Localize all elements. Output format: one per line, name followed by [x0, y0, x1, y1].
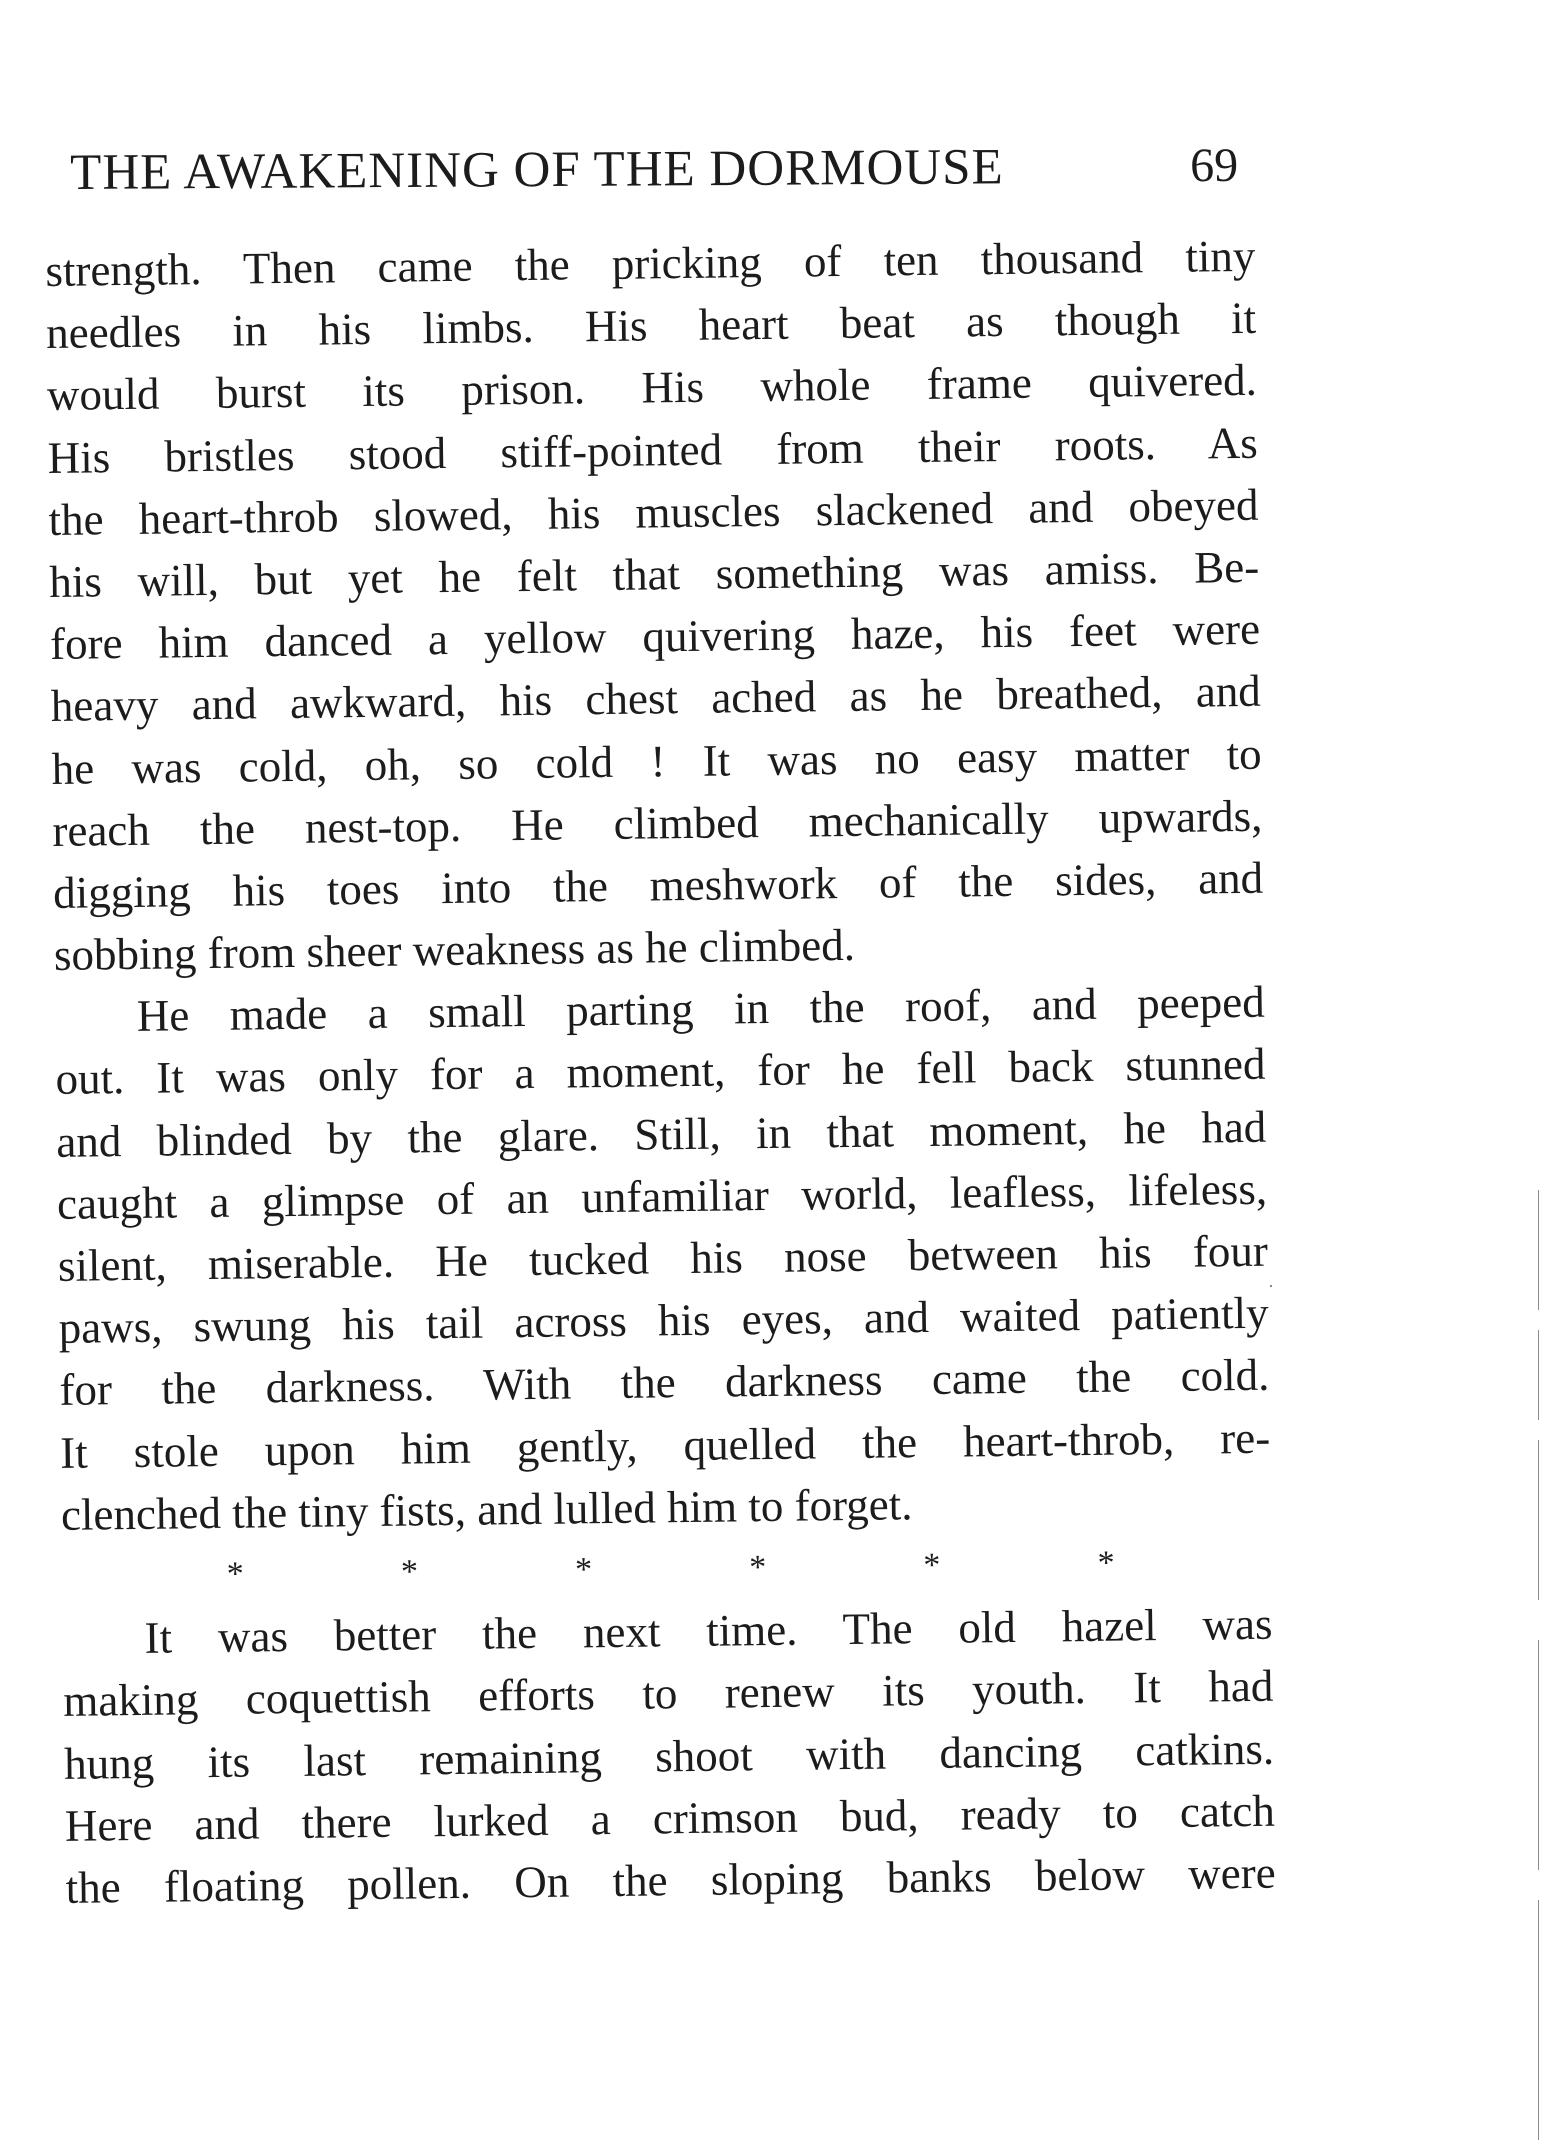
body-text: [45, 225, 1276, 1919]
text-line: silent, miserable. He tucked his nose between his four: [57, 1225, 1269, 1291]
text-line: Here and there lurked a crimson bud, ready to catch: [64, 1785, 1276, 1851]
scan-edge-mark: [1538, 1900, 1539, 2140]
text-line: his will, but yet he felt that something was amiss. Be-: [48, 541, 1260, 607]
text-line: for the darkness. With the darkness came the cold.: [59, 1350, 1270, 1416]
text-line: out. It was only for a moment, for he fell back stunned: [55, 1039, 1266, 1105]
text-line: making coquettish efforts to renew its youth. It had: [63, 1660, 1274, 1727]
text-line: reach the nest-top. He climbed mechanically upwards,: [52, 790, 1263, 856]
text-line: sobbing from sheer weakness as he climbed.: [53, 919, 856, 981]
text-line: It stole upon him gently, quelled the heart-throb, re-: [59, 1412, 1271, 1478]
text-line: would burst its prison. His whole frame quivered.: [46, 355, 1258, 421]
page-number: 69: [1190, 138, 1239, 193]
text-line: needles in his limbs. His heart beat as though it: [45, 292, 1257, 359]
asterisk: *: [226, 1555, 245, 1593]
scan-edge-mark: [1538, 1190, 1539, 1310]
text-line: paws, swung his tail across his eyes, and waited patiently: [58, 1287, 1269, 1354]
asterisk: *: [400, 1553, 419, 1591]
text-line: clenched the tiny fists, and lulled him to forget.: [60, 1478, 913, 1540]
text-line: and blinded by the glare. Still, in that moment, he had: [56, 1101, 1267, 1167]
text-line: digging his toes into the meshwork of the sides, and: [52, 852, 1264, 918]
running-title: THE AWAKENING OF THE DORMOUSE: [70, 139, 1004, 201]
text-line: strength. Then came the pricking of ten thousand tiny: [45, 230, 1256, 296]
text-line: His bristles stood stiff-pointed from their roots. As: [47, 417, 1258, 483]
scan-edge-mark: [1538, 1640, 1539, 1870]
running-head: [70, 131, 1250, 208]
scan-edge-mark: [1538, 1440, 1539, 1600]
text-line: fore him danced a yellow quivering haze, his feet were: [49, 603, 1261, 670]
text-line: hung its last remaining shoot with dancing catkins.: [63, 1723, 1275, 1789]
asterisk: *: [1097, 1544, 1115, 1582]
asterisk: *: [574, 1551, 593, 1589]
asterisk: *: [749, 1548, 767, 1587]
scan-edge-mark: [1270, 1285, 1272, 1287]
text-line: heavy and awkward, his chest ached as he breathed, and: [50, 666, 1262, 732]
text-line: the heart-throb slowed, his muscles slackened and obeyed: [48, 479, 1259, 545]
paragraph-first-line: It was better the next time. The old hazel was: [144, 1598, 1273, 1663]
text-line: he was cold, oh, so cold ! It was no easy matter to: [51, 728, 1262, 794]
paragraph-first-line: He made a small parting in the roof, and peeped: [136, 976, 1265, 1042]
text-line: caught a glimpse of an unfamiliar world, leafless, lifeless,: [56, 1163, 1268, 1229]
asterisk: *: [923, 1546, 941, 1585]
text-line: the floating pollen. On the sloping banks below were: [65, 1847, 1276, 1913]
scan-edge-mark: [1538, 1330, 1539, 1420]
